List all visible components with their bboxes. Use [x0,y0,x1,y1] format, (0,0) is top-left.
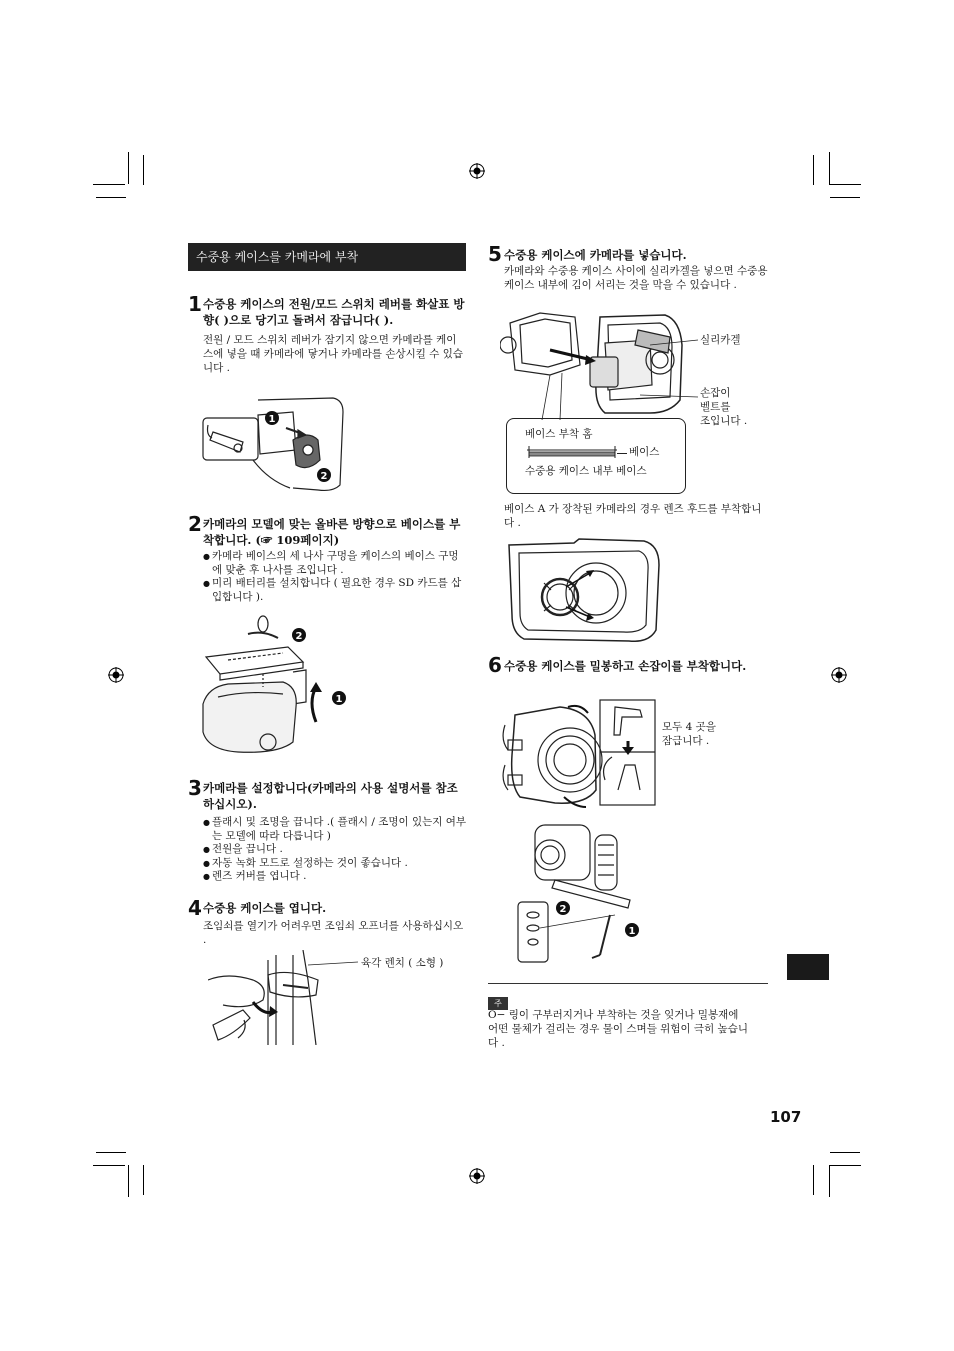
note-text: O− 링이 구부러지거나 부착하는 것을 잊거나 밀봉재에 어떤 물체가 걸리는 경우 물이 스며들 위험이 극히 높습니다 . [488,1009,748,1049]
step-number: 2 [188,512,202,536]
callout-2: 2 [295,631,303,642]
registration-mark-icon [469,1168,485,1184]
step-bullets [203,550,466,604]
crop-mark [96,197,126,198]
grip-attach-illustration [500,820,650,965]
base-rail-icon [527,446,617,460]
crop-mark [829,1165,830,1197]
step-number: 6 [488,653,502,677]
bullet-item: ● 자동 녹화 모드로 설정하는 것이 좋습니다 . [203,857,466,871]
bullet-item: ● 카메라 베이스의 세 나사 구멍을 케이스의 베이스 구멍에 맞춘 후 나사를 조입니다 . [203,550,466,577]
section-title: 수중용 케이스를 카메라에 부착 [188,243,466,271]
step-body: 카메라와 수중용 케이스 사이에 실리카겔을 넣으면 수중용 케이스 내부에 김이 서리는 것을 막을 수 있습니다 . [504,265,768,291]
step-number: 5 [488,242,502,266]
crop-mark [813,1165,814,1195]
crop-mark [830,197,860,198]
bullet-item: ● 전원을 끕니다 . [203,843,466,857]
crop-mark [128,152,129,184]
sealing-illustration [500,695,660,815]
base-leader-line [617,453,627,454]
base-callout-box [506,418,686,494]
step-1 [203,296,466,375]
step-4 [203,900,466,947]
note-divider [488,983,768,984]
hand-strap-label [700,386,747,428]
step-number: 1 [188,292,202,316]
lock-all-line: 모두 4 곳을 [662,721,716,733]
camera-base-illustration [198,612,348,762]
lens-hood-illustration [504,535,664,645]
inner-base-label: 수중용 케이스 내부 베이스 [525,465,647,477]
clamp-opener-illustration [208,950,368,1045]
power-switch-lever-illustration [198,390,348,495]
page-number: 107 [770,1108,802,1126]
crop-mark [830,1152,860,1153]
crop-mark [829,152,830,184]
step-title: 수중용 케이스에 카메라를 넣습니다. [504,248,687,262]
step-title: 카메라의 모델에 맞는 올바른 방향으로 베이스를 부착합니다. (☞ 109페이지) [203,517,461,547]
camera-insert-illustration [500,305,700,420]
step-title: 카메라를 설정합니다(카메라의 사용 설명서를 참조하십시오). [203,781,458,811]
silica-gel-label: 실리카겔 [700,334,741,346]
hand-strap-line: 손잡이 [700,387,731,399]
step-body: 조임쇠를 열기가 어려우면 조임쇠 오프너를 사용하십시오 . [203,920,464,946]
step-body: 전원 / 모드 스위치 레버가 잠기지 않으면 카메라를 케이스에 넣을 때 카메라에 닿거나 카메라를 손상시킬 수 있습니다 . [203,334,463,374]
crop-mark [93,1165,125,1166]
crop-mark [143,1165,144,1195]
callout-1: 1 [268,414,276,425]
registration-mark-icon [108,667,124,683]
step-bullets [203,816,466,884]
bullet-item: ● 미리 배터리를 설치합니다 ( 필요한 경우 SD 카드를 삽입합니다 ). [203,577,466,604]
step-2 [203,516,466,604]
step-number: 4 [188,896,202,920]
crop-mark [829,184,861,185]
lock-all-line: 잠급니다 . [662,735,710,747]
callout-2: 2 [559,904,567,915]
hex-wrench-label: 육각 렌치 ( 소형 ) [361,957,444,969]
note-tag: 주 [488,997,508,1010]
step-title: 수중용 케이스의 전원/모드 스위치 레버를 화살표 방향( )으로 당기고 돌려서 잠급니다( ). [203,297,465,327]
hand-strap-line: 조입니다 . [700,415,748,427]
callout-2: 2 [320,471,328,482]
base-mount-groove-label: 베이스 부착 홈 [525,428,593,440]
step-title: 수중용 케이스를 밀봉하고 손잡이를 부착합니다. [504,659,747,673]
step-5 [504,247,769,292]
step-3 [203,780,466,884]
bullet-item: ● 렌즈 커버를 엽니다 . [203,870,466,884]
lock-all-label [662,720,716,748]
hand-strap-line: 벨트를 [700,401,731,413]
step-number: 3 [188,776,202,800]
step-title: 수중용 케이스를 엽니다. [203,901,327,915]
registration-mark-icon [469,163,485,179]
base-a-note: 베이스 A 가 장착된 카메라의 경우 렌즈 후드를 부착합니다 . [504,503,762,529]
crop-mark [813,155,814,185]
page-tab [787,954,829,980]
step-6 [504,658,766,674]
crop-mark [93,184,125,185]
callout-1: 1 [628,926,636,937]
callout-1: 1 [335,694,343,705]
registration-mark-icon [831,667,847,683]
base-label: 베이스 [629,446,660,458]
bullet-item: ● 플래시 및 조명을 끕니다 .( 플래시 / 조명이 있는지 여부는 모델에 따라 다릅니다 ) [203,816,466,843]
crop-mark [829,1165,861,1166]
crop-mark [143,155,144,185]
crop-mark [96,1152,126,1153]
crop-mark [128,1165,129,1197]
